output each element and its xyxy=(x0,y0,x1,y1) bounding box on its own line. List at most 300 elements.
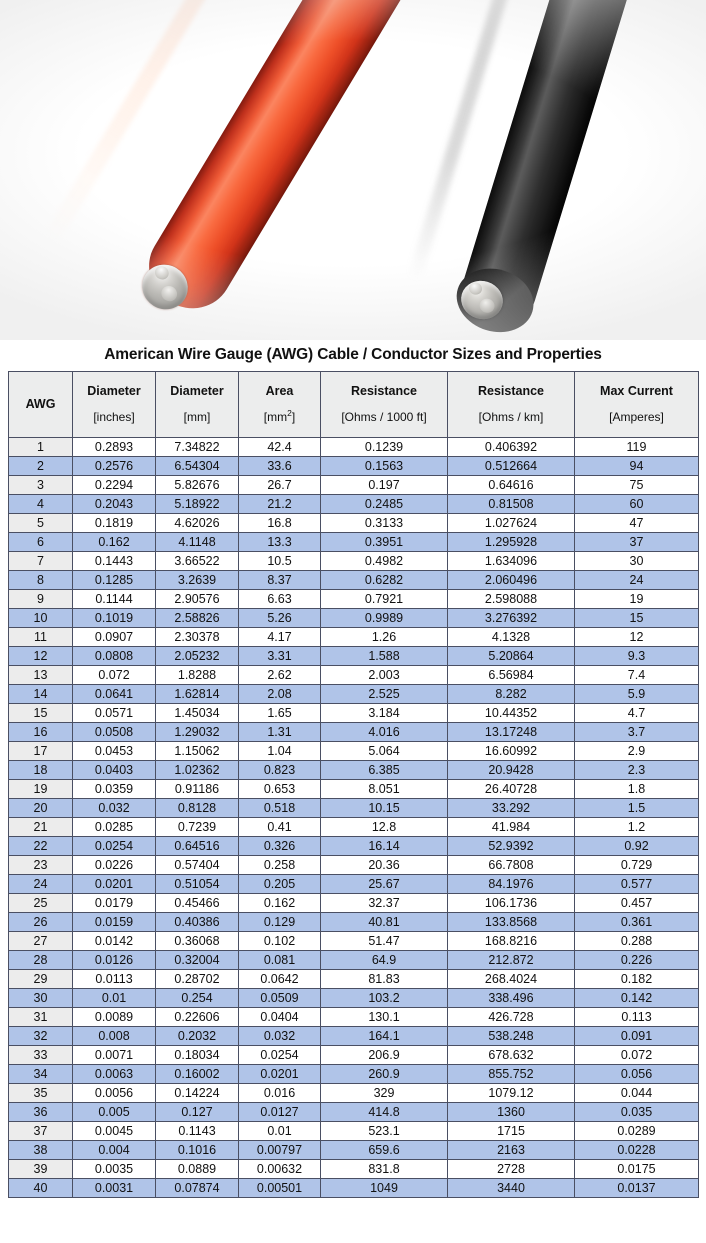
table-row xyxy=(9,552,699,571)
cell-awg: 2 xyxy=(9,457,73,476)
cell-area: 1.65 xyxy=(239,704,321,723)
cell-area: 0.01 xyxy=(239,1122,321,1141)
cell-area: 16.8 xyxy=(239,514,321,533)
cell-amp: 0.729 xyxy=(575,856,699,875)
cell-rft: 206.9 xyxy=(321,1046,448,1065)
cell-rkm: 26.40728 xyxy=(448,780,575,799)
cell-awg: 17 xyxy=(9,742,73,761)
cell-rkm: 84.1976 xyxy=(448,875,575,894)
cell-din: 0.0226 xyxy=(73,856,156,875)
cell-amp: 12 xyxy=(575,628,699,647)
cell-area: 0.0642 xyxy=(239,970,321,989)
cell-rkm: 133.8568 xyxy=(448,913,575,932)
cell-awg: 22 xyxy=(9,837,73,856)
cell-rft: 32.37 xyxy=(321,894,448,913)
table-row xyxy=(9,951,699,970)
cell-awg: 10 xyxy=(9,609,73,628)
cell-dmm: 5.18922 xyxy=(156,495,239,514)
cell-area: 8.37 xyxy=(239,571,321,590)
cell-rft: 164.1 xyxy=(321,1027,448,1046)
cell-awg: 12 xyxy=(9,647,73,666)
cell-area: 0.102 xyxy=(239,932,321,951)
cell-rft: 20.36 xyxy=(321,856,448,875)
cell-din: 0.1285 xyxy=(73,571,156,590)
cell-amp: 1.8 xyxy=(575,780,699,799)
cell-rkm: 338.496 xyxy=(448,989,575,1008)
cell-rkm: 2728 xyxy=(448,1160,575,1179)
cell-rft: 329 xyxy=(321,1084,448,1103)
cell-din: 0.0254 xyxy=(73,837,156,856)
cell-area: 0.653 xyxy=(239,780,321,799)
cell-area: 0.205 xyxy=(239,875,321,894)
table-body xyxy=(9,438,699,1198)
cell-din: 0.0159 xyxy=(73,913,156,932)
cell-rkm: 41.984 xyxy=(448,818,575,837)
cell-area: 1.31 xyxy=(239,723,321,742)
table-row xyxy=(9,495,699,514)
cell-rkm: 13.17248 xyxy=(448,723,575,742)
cell-amp: 7.4 xyxy=(575,666,699,685)
table-row xyxy=(9,647,699,666)
table-row xyxy=(9,704,699,723)
cell-rkm: 2.598088 xyxy=(448,590,575,609)
cell-area: 0.00501 xyxy=(239,1179,321,1198)
cell-awg: 7 xyxy=(9,552,73,571)
cell-din: 0.1819 xyxy=(73,514,156,533)
cell-area: 0.162 xyxy=(239,894,321,913)
cell-area: 0.41 xyxy=(239,818,321,837)
cell-amp: 0.577 xyxy=(575,875,699,894)
table-title: American Wire Gauge (AWG) Cable / Conductor Sizes and Properties xyxy=(104,346,602,363)
cell-rft: 5.064 xyxy=(321,742,448,761)
cell-dmm: 2.05232 xyxy=(156,647,239,666)
cell-awg: 31 xyxy=(9,1008,73,1027)
cell-awg: 36 xyxy=(9,1103,73,1122)
cell-din: 0.0056 xyxy=(73,1084,156,1103)
cell-rft: 0.197 xyxy=(321,476,448,495)
cell-dmm: 6.54304 xyxy=(156,457,239,476)
cell-din: 0.008 xyxy=(73,1027,156,1046)
cell-rkm: 212.872 xyxy=(448,951,575,970)
cell-rkm: 6.56984 xyxy=(448,666,575,685)
cell-amp: 24 xyxy=(575,571,699,590)
cell-area: 13.3 xyxy=(239,533,321,552)
table-row xyxy=(9,457,699,476)
cell-rft: 16.14 xyxy=(321,837,448,856)
column-header-dmm-unit: [mm] xyxy=(183,410,211,425)
cell-amp: 0.182 xyxy=(575,970,699,989)
cell-dmm: 0.1143 xyxy=(156,1122,239,1141)
cell-rkm: 3.276392 xyxy=(448,609,575,628)
cell-rft: 0.7921 xyxy=(321,590,448,609)
table-row xyxy=(9,1065,699,1084)
column-header-area-unit: $[mm^2]$ xyxy=(263,408,296,425)
cell-amp: 0.0289 xyxy=(575,1122,699,1141)
table-row xyxy=(9,1008,699,1027)
cell-rkm: 268.4024 xyxy=(448,970,575,989)
cell-area: 0.081 xyxy=(239,951,321,970)
table-row xyxy=(9,514,699,533)
cell-rkm: 0.64616 xyxy=(448,476,575,495)
cell-area: 0.129 xyxy=(239,913,321,932)
table-row xyxy=(9,476,699,495)
cell-rft: 6.385 xyxy=(321,761,448,780)
cell-rft: 8.051 xyxy=(321,780,448,799)
cell-dmm: 0.14224 xyxy=(156,1084,239,1103)
cell-area: 4.17 xyxy=(239,628,321,647)
cell-amp: 0.226 xyxy=(575,951,699,970)
cell-awg: 28 xyxy=(9,951,73,970)
cell-rft: 51.47 xyxy=(321,932,448,951)
cell-rft: 0.1239 xyxy=(321,438,448,457)
cell-amp: 0.0228 xyxy=(575,1141,699,1160)
cell-din: 0.1019 xyxy=(73,609,156,628)
column-header-amp xyxy=(575,372,699,438)
cell-amp: 0.288 xyxy=(575,932,699,951)
cell-dmm: 0.36068 xyxy=(156,932,239,951)
cell-din: 0.004 xyxy=(73,1141,156,1160)
cell-rkm: 106.1736 xyxy=(448,894,575,913)
cell-area: 33.6 xyxy=(239,457,321,476)
cell-area: 42.4 xyxy=(239,438,321,457)
cell-rft: 4.016 xyxy=(321,723,448,742)
cell-din: 0.005 xyxy=(73,1103,156,1122)
cell-area: 10.5 xyxy=(239,552,321,571)
table-row xyxy=(9,666,699,685)
cell-rkm: 8.282 xyxy=(448,685,575,704)
cell-dmm: 0.91186 xyxy=(156,780,239,799)
cell-din: 0.0179 xyxy=(73,894,156,913)
cell-rkm: 855.752 xyxy=(448,1065,575,1084)
cell-din: 0.0453 xyxy=(73,742,156,761)
cell-din: 0.0285 xyxy=(73,818,156,837)
cell-awg: 5 xyxy=(9,514,73,533)
column-header-rkm xyxy=(448,372,575,438)
cell-awg: 29 xyxy=(9,970,73,989)
cell-rkm: 4.1328 xyxy=(448,628,575,647)
cell-rkm: 10.44352 xyxy=(448,704,575,723)
cell-rft: 1.588 xyxy=(321,647,448,666)
table-row xyxy=(9,1084,699,1103)
cell-din: 0.0359 xyxy=(73,780,156,799)
cell-rkm: 2.060496 xyxy=(448,571,575,590)
cell-area: 0.016 xyxy=(239,1084,321,1103)
cell-amp: 0.056 xyxy=(575,1065,699,1084)
cell-amp: 19 xyxy=(575,590,699,609)
cell-rkm: 1.295928 xyxy=(448,533,575,552)
cell-dmm: 7.34822 xyxy=(156,438,239,457)
cell-din: 0.0071 xyxy=(73,1046,156,1065)
cell-rft: 260.9 xyxy=(321,1065,448,1084)
table-row xyxy=(9,894,699,913)
cell-din: 0.0403 xyxy=(73,761,156,780)
cell-dmm: 4.62026 xyxy=(156,514,239,533)
cell-area: 0.518 xyxy=(239,799,321,818)
cell-rft: 659.6 xyxy=(321,1141,448,1160)
table-header xyxy=(9,372,699,438)
cell-rft: 40.81 xyxy=(321,913,448,932)
cell-din: 0.0201 xyxy=(73,875,156,894)
cell-amp: 3.7 xyxy=(575,723,699,742)
cell-din: 0.0126 xyxy=(73,951,156,970)
cell-area: 0.0201 xyxy=(239,1065,321,1084)
cell-dmm: 4.1148 xyxy=(156,533,239,552)
cell-awg: 32 xyxy=(9,1027,73,1046)
cell-rkm: 0.406392 xyxy=(448,438,575,457)
cell-awg: 24 xyxy=(9,875,73,894)
column-header-rft xyxy=(321,372,448,438)
cell-dmm: 3.66522 xyxy=(156,552,239,571)
cell-amp: 0.035 xyxy=(575,1103,699,1122)
cell-amp: 60 xyxy=(575,495,699,514)
cell-din: 0.0113 xyxy=(73,970,156,989)
cell-rft: 0.3133 xyxy=(321,514,448,533)
cell-amp: 0.113 xyxy=(575,1008,699,1027)
table-row xyxy=(9,723,699,742)
cell-rft: 64.9 xyxy=(321,951,448,970)
cell-dmm: 3.2639 xyxy=(156,571,239,590)
cell-amp: 5.9 xyxy=(575,685,699,704)
cell-amp: 9.3 xyxy=(575,647,699,666)
table-row xyxy=(9,628,699,647)
cell-area: 21.2 xyxy=(239,495,321,514)
cell-area: 0.00632 xyxy=(239,1160,321,1179)
table-row xyxy=(9,1122,699,1141)
column-header-rft-unit: [Ohms / 1000 ft] xyxy=(341,410,427,425)
column-header-din xyxy=(73,372,156,438)
cell-rkm: 1079.12 xyxy=(448,1084,575,1103)
table-row xyxy=(9,685,699,704)
cell-dmm: 0.127 xyxy=(156,1103,239,1122)
cell-rkm: 0.81508 xyxy=(448,495,575,514)
cell-rft: 10.15 xyxy=(321,799,448,818)
cell-awg: 23 xyxy=(9,856,73,875)
cell-din: 0.01 xyxy=(73,989,156,1008)
cell-din: 0.2043 xyxy=(73,495,156,514)
cell-awg: 34 xyxy=(9,1065,73,1084)
cell-area: 2.62 xyxy=(239,666,321,685)
cell-awg: 35 xyxy=(9,1084,73,1103)
cell-dmm: 0.18034 xyxy=(156,1046,239,1065)
cell-awg: 15 xyxy=(9,704,73,723)
table-row xyxy=(9,1027,699,1046)
cell-amp: 119 xyxy=(575,438,699,457)
cell-din: 0.032 xyxy=(73,799,156,818)
cell-dmm: 0.40386 xyxy=(156,913,239,932)
cell-din: 0.0508 xyxy=(73,723,156,742)
cell-rft: 0.6282 xyxy=(321,571,448,590)
cell-area: 2.08 xyxy=(239,685,321,704)
table-row xyxy=(9,913,699,932)
cell-rkm: 52.9392 xyxy=(448,837,575,856)
cell-dmm: 0.22606 xyxy=(156,1008,239,1027)
cell-awg: 19 xyxy=(9,780,73,799)
cell-rkm: 1360 xyxy=(448,1103,575,1122)
table-row xyxy=(9,742,699,761)
cell-rft: 12.8 xyxy=(321,818,448,837)
cell-dmm: 2.30378 xyxy=(156,628,239,647)
cell-din: 0.162 xyxy=(73,533,156,552)
table-row xyxy=(9,1160,699,1179)
cell-dmm: 0.7239 xyxy=(156,818,239,837)
table-row xyxy=(9,1179,699,1198)
table-row xyxy=(9,590,699,609)
cell-rkm: 3440 xyxy=(448,1179,575,1198)
cell-rft: 0.1563 xyxy=(321,457,448,476)
cell-awg: 30 xyxy=(9,989,73,1008)
cell-awg: 20 xyxy=(9,799,73,818)
cable-photograph xyxy=(0,0,706,340)
cell-din: 0.1144 xyxy=(73,590,156,609)
column-header-din-label: Diameter xyxy=(87,383,141,398)
cell-amp: 0.457 xyxy=(575,894,699,913)
cell-rkm: 66.7808 xyxy=(448,856,575,875)
cell-amp: 1.5 xyxy=(575,799,699,818)
cell-din: 0.2294 xyxy=(73,476,156,495)
cell-awg: 1 xyxy=(9,438,73,457)
table-row xyxy=(9,533,699,552)
cell-amp: 75 xyxy=(575,476,699,495)
cell-awg: 27 xyxy=(9,932,73,951)
cell-dmm: 1.15062 xyxy=(156,742,239,761)
cell-rkm: 168.8216 xyxy=(448,932,575,951)
cell-din: 0.0031 xyxy=(73,1179,156,1198)
cell-area: 0.258 xyxy=(239,856,321,875)
column-header-rkm-unit: [Ohms / km] xyxy=(478,410,544,425)
cell-awg: 14 xyxy=(9,685,73,704)
cell-rkm: 5.20864 xyxy=(448,647,575,666)
cell-area: 0.326 xyxy=(239,837,321,856)
cell-awg: 21 xyxy=(9,818,73,837)
cell-amp: 47 xyxy=(575,514,699,533)
cell-amp: 0.044 xyxy=(575,1084,699,1103)
table-row xyxy=(9,1141,699,1160)
table-row xyxy=(9,761,699,780)
cell-area: 3.31 xyxy=(239,647,321,666)
cell-rkm: 20.9428 xyxy=(448,761,575,780)
table-row xyxy=(9,780,699,799)
table-row xyxy=(9,1103,699,1122)
table-row xyxy=(9,818,699,837)
cell-din: 0.0808 xyxy=(73,647,156,666)
table-row xyxy=(9,932,699,951)
column-header-rft-label: Resistance xyxy=(350,383,417,398)
cell-awg: 6 xyxy=(9,533,73,552)
cell-rkm: 2163 xyxy=(448,1141,575,1160)
cell-rft: 414.8 xyxy=(321,1103,448,1122)
header-row xyxy=(9,372,699,438)
cell-amp: 0.0175 xyxy=(575,1160,699,1179)
cell-dmm: 1.29032 xyxy=(156,723,239,742)
column-header-area xyxy=(239,372,321,438)
cell-din: 0.0142 xyxy=(73,932,156,951)
cell-rft: 0.9989 xyxy=(321,609,448,628)
cell-area: 0.823 xyxy=(239,761,321,780)
cell-dmm: 1.62814 xyxy=(156,685,239,704)
cell-din: 0.2893 xyxy=(73,438,156,457)
cell-dmm: 1.45034 xyxy=(156,704,239,723)
cell-awg: 16 xyxy=(9,723,73,742)
cell-rkm: 16.60992 xyxy=(448,742,575,761)
cell-awg: 11 xyxy=(9,628,73,647)
cell-rft: 3.184 xyxy=(321,704,448,723)
cell-rkm: 0.512664 xyxy=(448,457,575,476)
column-header-awg xyxy=(9,372,73,438)
column-header-dmm xyxy=(156,372,239,438)
cell-rft: 831.8 xyxy=(321,1160,448,1179)
cell-rft: 2.003 xyxy=(321,666,448,685)
table-row xyxy=(9,571,699,590)
cell-dmm: 2.90576 xyxy=(156,590,239,609)
column-header-din-unit: [inches] xyxy=(93,410,135,425)
cell-rft: 103.2 xyxy=(321,989,448,1008)
cell-area: 1.04 xyxy=(239,742,321,761)
cell-din: 0.0045 xyxy=(73,1122,156,1141)
cell-awg: 18 xyxy=(9,761,73,780)
cell-dmm: 0.1016 xyxy=(156,1141,239,1160)
table-row xyxy=(9,799,699,818)
awg-properties-table xyxy=(8,371,699,1198)
cell-area: 5.26 xyxy=(239,609,321,628)
cell-rkm: 678.632 xyxy=(448,1046,575,1065)
cell-dmm: 0.57404 xyxy=(156,856,239,875)
cell-din: 0.0641 xyxy=(73,685,156,704)
table-row xyxy=(9,438,699,457)
cell-dmm: 1.8288 xyxy=(156,666,239,685)
table-row xyxy=(9,609,699,628)
cell-area: 26.7 xyxy=(239,476,321,495)
cell-awg: 9 xyxy=(9,590,73,609)
cell-din: 0.0063 xyxy=(73,1065,156,1084)
column-header-rkm-label: Resistance xyxy=(477,383,544,398)
cell-dmm: 0.254 xyxy=(156,989,239,1008)
cell-din: 0.2576 xyxy=(73,457,156,476)
cell-rft: 25.67 xyxy=(321,875,448,894)
column-header-awg-label: AWG xyxy=(25,397,56,412)
cell-din: 0.0571 xyxy=(73,704,156,723)
cell-rft: 0.2485 xyxy=(321,495,448,514)
cell-dmm: 0.2032 xyxy=(156,1027,239,1046)
table-row xyxy=(9,875,699,894)
cell-din: 0.0035 xyxy=(73,1160,156,1179)
cell-awg: 4 xyxy=(9,495,73,514)
cell-rkm: 1715 xyxy=(448,1122,575,1141)
cell-dmm: 0.8128 xyxy=(156,799,239,818)
table-row xyxy=(9,1046,699,1065)
cell-rft: 0.3951 xyxy=(321,533,448,552)
cell-rkm: 1.634096 xyxy=(448,552,575,571)
cell-rft: 130.1 xyxy=(321,1008,448,1027)
cell-area: 6.63 xyxy=(239,590,321,609)
cell-awg: 33 xyxy=(9,1046,73,1065)
cell-rft: 0.4982 xyxy=(321,552,448,571)
cell-amp: 30 xyxy=(575,552,699,571)
column-header-dmm-label: Diameter xyxy=(170,383,224,398)
unit-superscript: 2 xyxy=(287,408,292,419)
cell-amp: 0.091 xyxy=(575,1027,699,1046)
cell-rft: 1.26 xyxy=(321,628,448,647)
table-row xyxy=(9,837,699,856)
cell-dmm: 0.28702 xyxy=(156,970,239,989)
cell-area: 0.0404 xyxy=(239,1008,321,1027)
cell-rft: 1049 xyxy=(321,1179,448,1198)
cell-dmm: 0.64516 xyxy=(156,837,239,856)
cell-area: 0.032 xyxy=(239,1027,321,1046)
cell-amp: 0.072 xyxy=(575,1046,699,1065)
column-header-amp-unit: [Amperes] xyxy=(609,410,664,425)
cell-dmm: 0.16002 xyxy=(156,1065,239,1084)
cell-rkm: 33.292 xyxy=(448,799,575,818)
